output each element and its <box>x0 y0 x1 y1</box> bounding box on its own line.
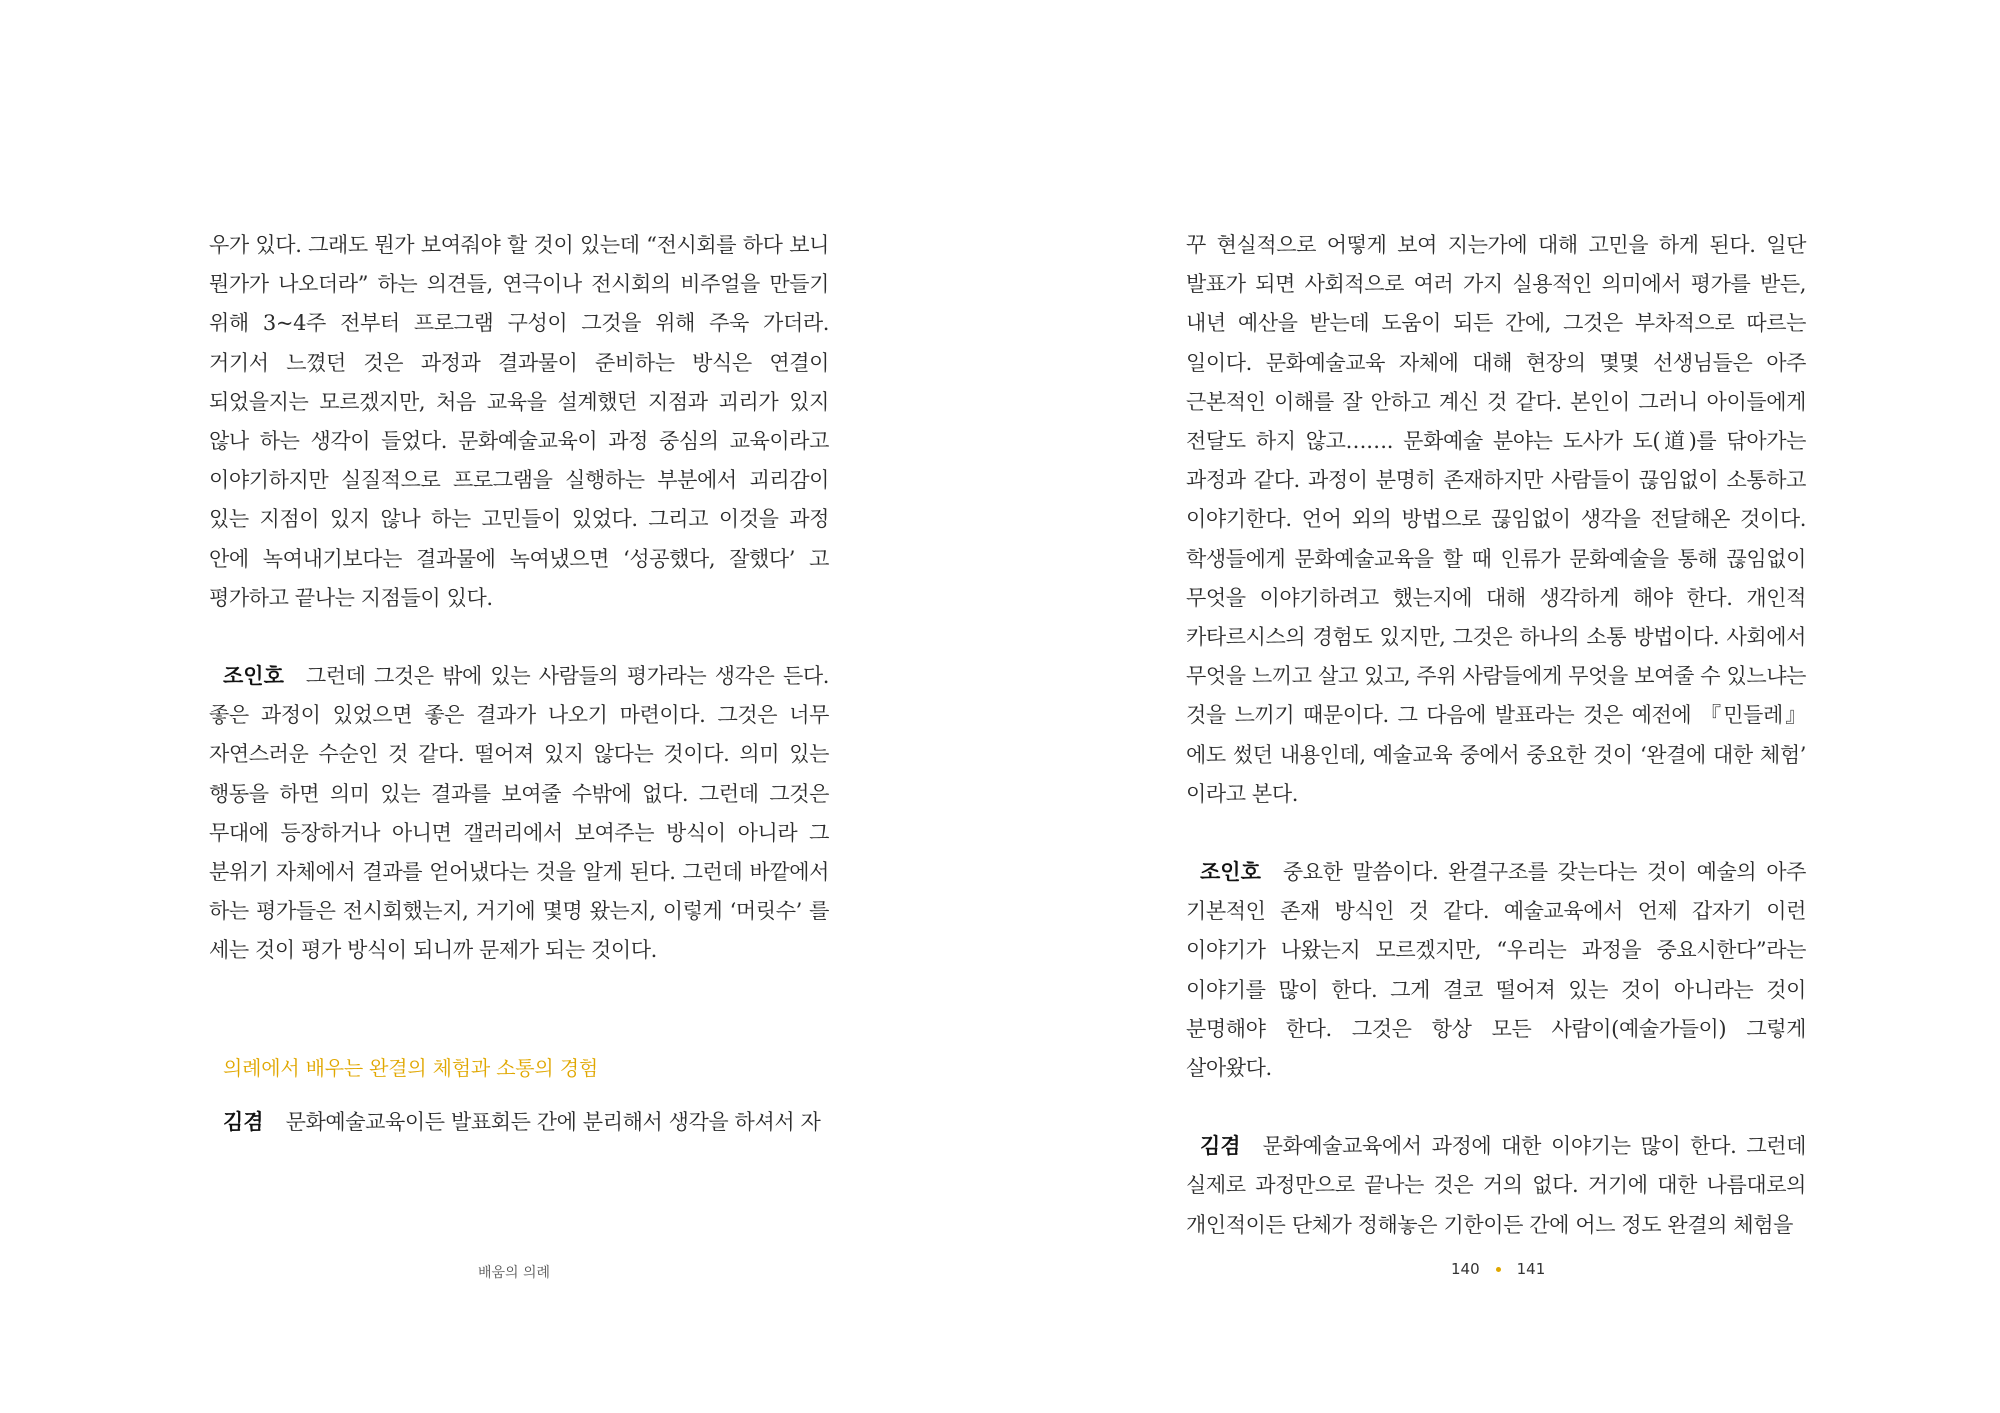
paragraph: 꾸 현실적으로 어떻게 보여 지는가에 대해 고민을 하게 된다. 일단 발표가 되면 사회적으로 여러 가지 실용적인 의미에서 평가를 받든, 내년 예산을 받는데 도움이 되든 간에, 그것은 부차적으로 따르는 일이다. 문화예술교육 자체에 대해 현장의 몇몇 선생님들은 아주 근본적인 이해를 잘 안하고 계신 것 같다. 본인이 그러니 아이들에게 전달도 하지 않고……. 문화예술 분야는 도사가 도(道)를 닦아가는 과정과 같다. 과정이 분명히 존재하지만 사람들이 끊임없이 소통하고 이야기한다. 언어 외의 방법으로 끊임없이 생각을 전달해온 것이다. 학생들에게 문화예술교육을 할 때 인류가 문화예술을 통해 끊임없이 무엇을 이야기하려고 했는지에 대해 생각하게 해야 한다. 개인적 카타르시스의 경험도 있지만, 그것은 하나의 소통 방법이다. 사회에서 무엇을 느끼고 살고 있고, 주위 사람들에게 무엇을 보여줄 수 있느냐는 것을 느끼기 때문이다. 그 다음에 발표라는 것은 예전에 『민들레』에도 썼던 내용인데, 예술교육 중에서 중요한 것이 ‘완결에 대한 체험’ 이라고 본다. <box>1186 233 1806 806</box>
dialogue-text: 문화예술교육이든 발표회든 간에 분리해서 생각을 하셔서 자 <box>285 1109 821 1134</box>
paragraph: 우가 있다. 그래도 뭔가 보여줘야 할 것이 있는데 “전시회를 하다 보니 뭔가가 나오더라” 하는 의견들, 연극이나 전시회의 비주얼을 만들기 위해 3~4주 전부터 프로그램 구성이 그것을 위해 주욱 가더라. 거기서 느꼈던 것은 과정과 결과물이 준비하는 방식은 연결이 되었을지는 모르겠지만, 처음 교육을 설계했던 지점과 괴리가 있지 않나 하는 생각이 들었다. 문화예술교육이 과정 중심의 교육이라고 이야기하지만 실질적으로 프로그램을 실행하는 부분에서 괴리감이 있는 지점이 있지 않나 하는 고민들이 있었다. 그리고 이것을 과정 안에 녹여내기보다는 결과물에 녹여냈으면 ‘성공했다, 잘했다’ 고 평가하고 끝나는 지점들이 있다. <box>209 233 829 610</box>
dialogue-text: 중요한 말씀이다. 완결구조를 갖는다는 것이 예술의 아주 기본적인 존재 방식인 것 같다. 예술교육에서 언제 갑자기 이런 이야기가 나왔는지 모르겠지만, “우리는 과정을 중요시한다”라는 이야기를 많이 한다. 그게 결코 떨어져 있는 것이 아니라는 것이 분명해야 한다. 그것은 항상 모든 사람이(예술가들이) 그렇게 살아왔다. <box>1186 860 1806 1081</box>
separator-dot-icon <box>1496 1267 1501 1272</box>
dialogue-paragraph <box>209 1103 829 1142</box>
speaker-name: 조인호 <box>223 664 284 689</box>
dialogue-text: 그런데 그것은 밖에 있는 사람들의 평가라는 생각은 든다. 좋은 과정이 있었으면 좋은 결과가 나오기 마련이다. 그것은 너무 자연스러운 수순인 것 같다. 떨어져 있지 않다는 것이다. 의미 있는 행동을 하면 의미 있는 결과를 보여줄 수밖에 없다. 그런데 그것은 무대에 등장하거나 아니면 갤러리에서 보여주는 방식이 아니라 그 분위기 자체에서 결과를 얻어냈다는 것을 알게 된다. 그런데 바깥에서 하는 평가들은 전시회했는지, 거기에 몇명 왔는지, 이렇게 ‘머릿수’ 를 세는 것이 평가 방식이 되니까 문제가 되는 것이다. <box>209 664 829 963</box>
page-numbers <box>1451 1260 1545 1278</box>
left-text-column <box>209 226 829 1142</box>
section-heading: 의례에서 배우는 완결의 체험과 소통의 경험 <box>223 1055 598 1080</box>
speaker-name: 조인호 <box>1200 860 1261 885</box>
page-number-left: 140 <box>1451 1260 1480 1278</box>
running-title: 배움의 의례 <box>478 1265 551 1281</box>
page-number-right: 141 <box>1516 1260 1546 1278</box>
dialogue-text: 문화예술교육에서 과정에 대한 이야기는 많이 한다. 그런데 실제로 과정만으로 끝나는 것은 거의 없다. 거기에 대한 나름대로의 개인적이든 단체가 정해놓은 기한이든 간에 어느 정도 완결의 체험을 <box>1186 1134 1806 1237</box>
right-page <box>1000 0 2000 1413</box>
dialogue-paragraph <box>209 657 829 971</box>
speaker-name: 김겸 <box>1200 1134 1241 1159</box>
right-text-column <box>1186 226 1806 1245</box>
dialogue-paragraph <box>1186 853 1806 1088</box>
speaker-name: 김겸 <box>223 1109 264 1134</box>
dialogue-paragraph <box>1186 1127 1806 1245</box>
